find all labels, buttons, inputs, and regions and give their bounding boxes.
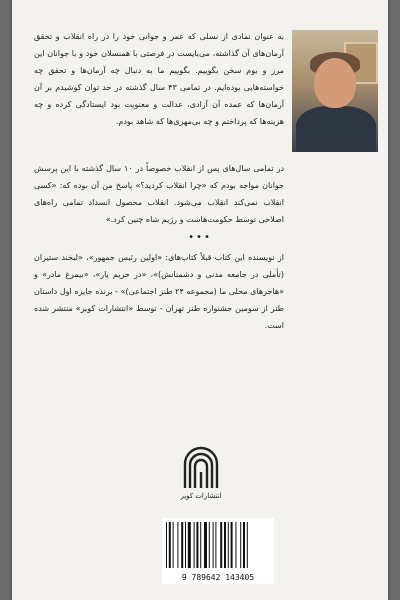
barcode-bar xyxy=(224,522,226,568)
barcode-bar xyxy=(166,522,167,568)
barcode-bar xyxy=(181,522,183,568)
barcode-bar xyxy=(196,522,198,568)
author-body xyxy=(296,106,376,152)
barcode-number: 9 789642 143405 xyxy=(181,573,255,582)
barcode-bar xyxy=(194,522,195,568)
barcode-bar xyxy=(235,522,236,568)
author-books-paragraph: از نویسنده این کتاب قبلاً کتاب‌های: «اولین رئیس جمهور»، «لبخند ستیزان (تأملی در جامعه مدنی و دشمنانش)»، «در حریم یار»، «بیمرغ مادر» و «هاجرهای محلی ما (مجموعه ۲۴ طنز اجتماعی)» - برنده جایزه اول داستان طنز از سومین جشنواره طنز تهران - توسط «انتشارات کویر» منتشر شده است. xyxy=(34,253,284,330)
book-back-cover xyxy=(12,0,388,600)
publisher-name: انتشارات کویر xyxy=(180,492,222,500)
barcode-bar xyxy=(188,522,191,568)
author-photo xyxy=(292,30,378,152)
barcode-bar xyxy=(209,522,210,568)
barcode-bar xyxy=(185,522,186,568)
barcode-bar xyxy=(247,522,248,568)
publisher-logo xyxy=(178,442,224,508)
author-face xyxy=(314,58,356,108)
barcode-bar xyxy=(173,522,174,568)
barcode-bar xyxy=(231,522,233,568)
barcode-bar xyxy=(243,522,245,568)
separator-dots: ••• xyxy=(188,232,212,243)
isbn-barcode xyxy=(162,518,274,584)
barcode-bar xyxy=(240,522,241,568)
barcode-bar xyxy=(220,522,222,568)
barcode-bar xyxy=(169,522,171,568)
publisher-emblem-icon xyxy=(181,442,221,490)
barcode-bar xyxy=(177,522,178,568)
barcode-bars xyxy=(166,522,270,568)
blurb-paragraph-1: به عنوان نمادی از نسلی که عمر و جوانی خود را در راه انقلاب و تحقق آرمان‌های آن گذاشته، می‌بایست در فرصتی با همنسلان خود و با جوانان این مرز و بوم سخن بگوییم. بگوییم ما به دنبال چه آرمان‌ها و تحقق چه خواسته‌هایی بوده‌ایم. در تمامی ۴۳ سال گذشته در حد توان کوشیدم بر آن آرمان‌ها که عمده آن آزادی، عدالت و معنویت بود ایستادگی کرده و چه هزینه‌ها که پرداختم و چه بی‌مهری‌ها که شاهد بودم. xyxy=(34,32,285,126)
blurb-paragraph-2: در تمامی سال‌های پس از انقلاب خصوصاً در ۱۰ سال گذشته با این پرسش جوانان مواجه بودم که «چرا انقلاب کردید؟» پاسخ من آن بوده که: «کسی انقلاب نمی‌کند انقلاب می‌شود. انقلاب محصول انسداد تمامی راه‌های اصلاحی توسط حکومت‌هاست و رژیم شاه چنین کرد.» xyxy=(34,164,285,224)
barcode-bar xyxy=(228,522,229,568)
barcode-bar xyxy=(213,522,214,568)
barcode-bar xyxy=(200,522,201,568)
barcode-bar xyxy=(215,522,216,568)
barcode-bar xyxy=(204,522,207,568)
